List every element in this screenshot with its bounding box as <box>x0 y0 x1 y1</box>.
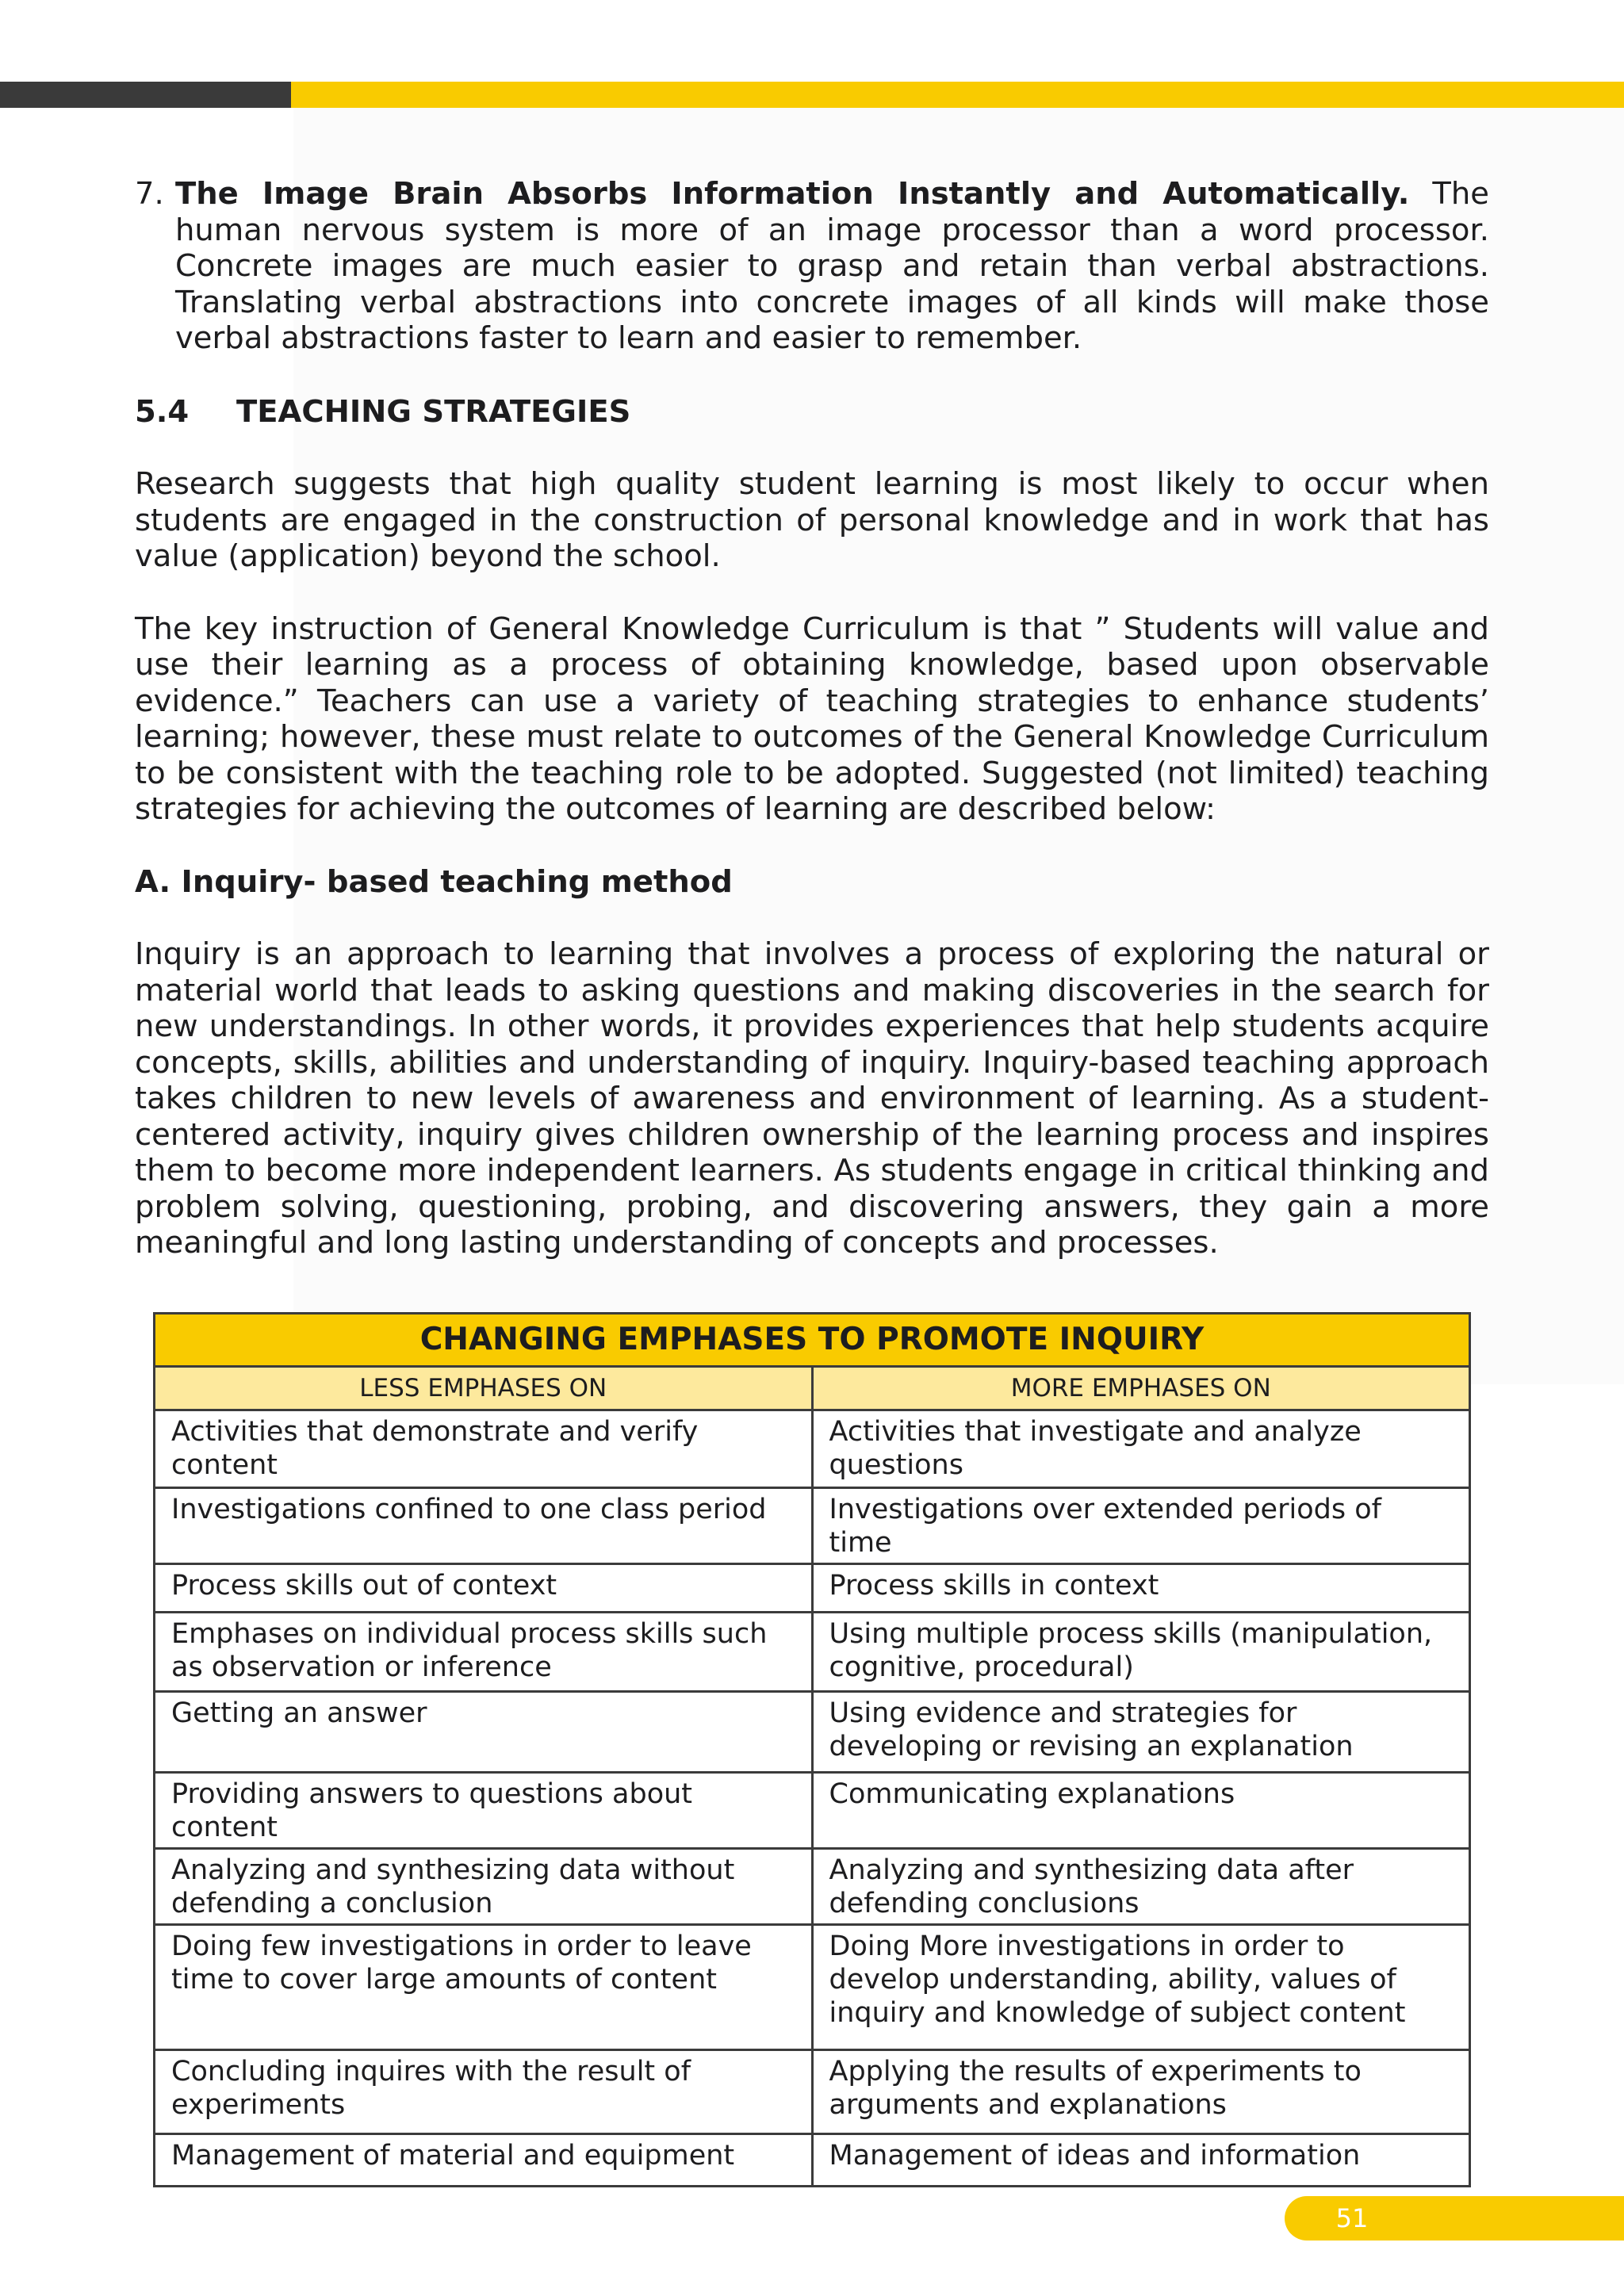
less-cell: Activities that demonstrate and verify content <box>155 1410 813 1488</box>
table-row <box>155 1564 1470 1613</box>
header-bar-yellow-segment <box>291 82 1624 108</box>
emphases-table <box>153 1312 1471 2187</box>
column-header-less: LESS EMPHASES ON <box>155 1367 813 1410</box>
subheading-inquiry: A. Inquiry- based teaching method <box>135 863 733 900</box>
table-title-row <box>155 1314 1470 1367</box>
more-cell: Investigations over extended periods of time <box>812 1488 1470 1564</box>
less-cell: Getting an answer <box>155 1692 813 1773</box>
more-cell: Communicating explanations <box>812 1773 1470 1849</box>
paragraph-research: Research suggests that high quality student learning is most likely to occur when students are engaged in the construction of personal knowledge and in work that has value (application) beyond the school. <box>135 466 1489 574</box>
header-bar-dark-segment <box>0 82 291 108</box>
table-row <box>155 1692 1470 1773</box>
more-cell: Doing More investigations in order to develop understanding, ability, values of inquiry and knowledge of subject content <box>812 1925 1470 2050</box>
table-header-row <box>155 1367 1470 1410</box>
table-row <box>155 1773 1470 1849</box>
more-cell: Using evidence and strategies for developing or revising an explanation <box>812 1692 1470 1773</box>
section-title: TEACHING STRATEGIES <box>236 393 631 430</box>
list-item-text: The human nervous system is more of an image processor than a word processor. Concrete images are much easier to grasp and retain than verbal abstractions. Translating verbal abstractions into concrete images of all kinds will make those verbal abstractions faster to learn and easier to remember. <box>175 176 1489 356</box>
paragraph-inquiry: Inquiry is an approach to learning that involves a process of exploring the natural or material world that leads to asking questions and making discoveries in the search for new understandings. In other words, it provides experiences that help students acquire concepts, skills, abilities and understanding of inquiry. Inquiry-based teaching approach takes children to new levels of awareness and environment of learning. As a student-centered activity, inquiry gives children ownership of the learning process and inspires them to become more independent learners. As students engage in critical thinking and problem solving, questioning, probing, and discovering answers, they gain a more meaningful and long lasting understanding of concepts and processes. <box>135 936 1489 1261</box>
less-cell: Providing answers to questions about content <box>155 1773 813 1849</box>
more-cell: Process skills in context <box>812 1564 1470 1613</box>
page-number-tab <box>1285 2196 1624 2241</box>
more-cell: Using multiple process skills (manipulation, cognitive, procedural) <box>812 1613 1470 1692</box>
less-cell: Management of material and equipment <box>155 2134 813 2187</box>
paragraph-key-instruction: The key instruction of General Knowledge Curriculum is that ” Students will value and use their learning as a process of obtaining knowledge, based upon observable evidence.” Teachers can use a variety of teaching strategies to enhance students’ learning; however, these must relate to outcomes of the General Knowledge Curriculum to be consistent with the teaching role to be adopted. Suggested (not limited) teaching strategies for achieving the outcomes of learning are described below: <box>135 610 1489 827</box>
more-cell: Applying the results of experiments to arguments and explanations <box>812 2050 1470 2134</box>
page-content <box>135 176 1489 1261</box>
less-cell: Doing few investigations in order to leave time to cover large amounts of content <box>155 1925 813 2050</box>
table-title: CHANGING EMPHASES TO PROMOTE INQUIRY <box>155 1314 1470 1367</box>
more-cell: Management of ideas and information <box>812 2134 1470 2187</box>
list-item-7 <box>135 176 1489 357</box>
more-cell: Analyzing and synthesizing data after defending conclusions <box>812 1849 1470 1925</box>
more-cell: Activities that investigate and analyze questions <box>812 1410 1470 1488</box>
less-cell: Investigations confined to one class period <box>155 1488 813 1564</box>
less-cell: Emphases on individual process skills such as observation or inference <box>155 1613 813 1692</box>
section-number: 5.4 <box>135 393 190 430</box>
less-cell: Analyzing and synthesizing data without defending a conclusion <box>155 1849 813 1925</box>
table-row <box>155 1849 1470 1925</box>
header-decoration-bar <box>0 82 1624 108</box>
section-heading <box>135 394 1489 430</box>
table-row <box>155 2050 1470 2134</box>
table-row <box>155 1925 1470 2050</box>
page-number: 51 <box>1335 2203 1369 2233</box>
table-row <box>155 1488 1470 1564</box>
less-cell: Process skills out of context <box>155 1564 813 1613</box>
column-header-more: MORE EMPHASES ON <box>812 1367 1470 1410</box>
list-item-bold-lead: The Image Brain Absorbs Information Instantly and Automatically. <box>175 176 1410 212</box>
table-row <box>155 2134 1470 2187</box>
list-item-body <box>175 176 1489 357</box>
table-row <box>155 1410 1470 1488</box>
less-cell: Concluding inquires with the result of experiments <box>155 2050 813 2134</box>
table-row <box>155 1613 1470 1692</box>
list-number: 7. <box>135 176 164 212</box>
